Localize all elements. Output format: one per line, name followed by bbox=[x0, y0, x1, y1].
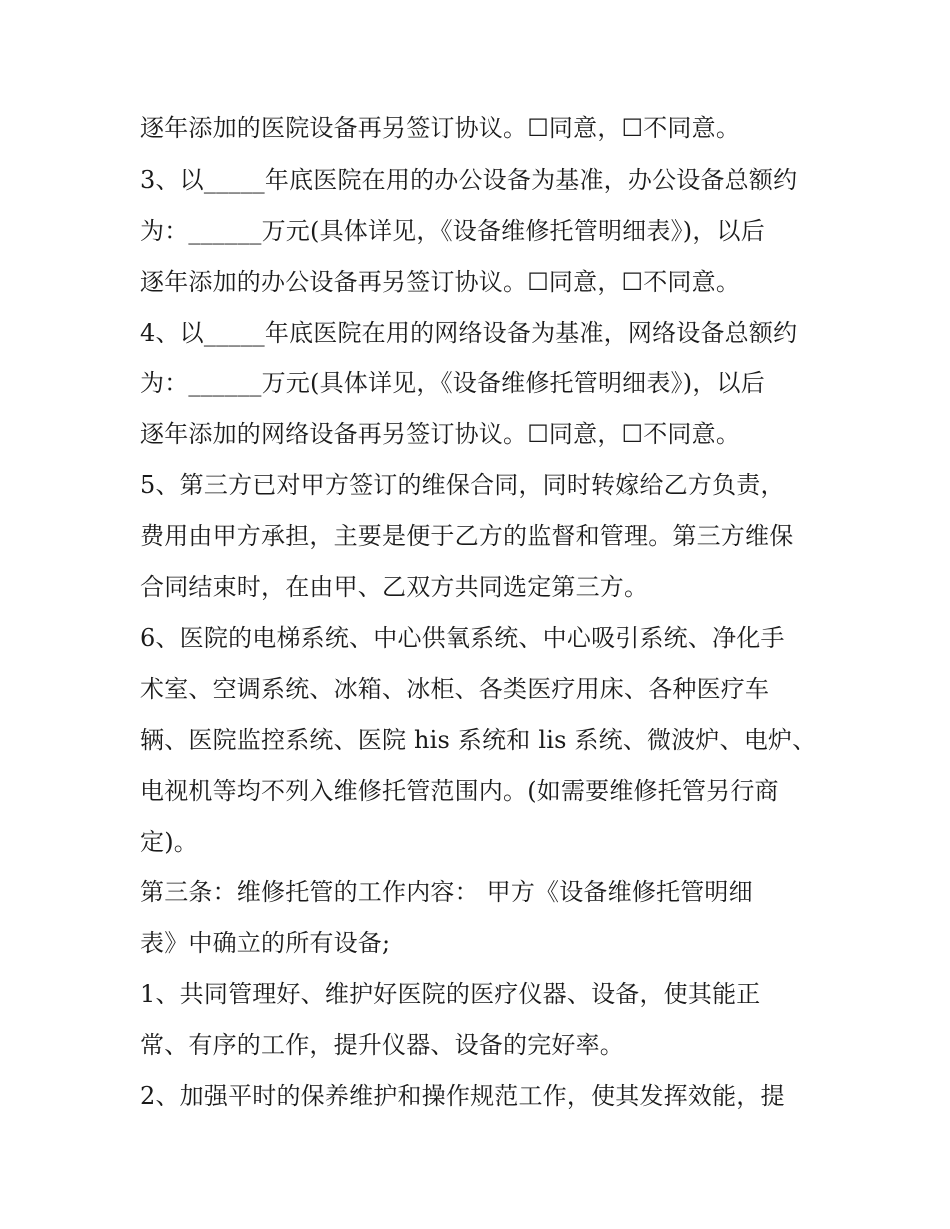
text-line: 为：______万元(具体详见，《设备维修托管明细表》)，以后 bbox=[140, 369, 765, 397]
text-line: 逐年添加的办公设备再另签订协议。☐同意，☐不同意。 bbox=[140, 268, 741, 296]
text-line: 电视机等均不列入维修托管范围内。(如需要维修托管另行商 bbox=[140, 777, 779, 805]
text-line: 费用由甲方承担，主要是便于乙方的监督和管理。第三方维保 bbox=[140, 522, 794, 550]
text-line: 逐年添加的网络设备再另签订协议。☐同意，☐不同意。 bbox=[140, 420, 741, 448]
text-line: 4、以_____年底医院在用的网络设备为基准，网络设备总额约 bbox=[140, 319, 798, 347]
text-line: 逐年添加的医院设备再另签订协议。☐同意，☐不同意。 bbox=[140, 114, 741, 142]
text-line: 术室、空调系统、冰箱、冰柜、各类医疗用床、各种医疗车 bbox=[140, 675, 770, 703]
text-line: 定)。 bbox=[140, 828, 198, 856]
text-line: 5、第三方已对甲方签订的维保合同，同时转嫁给乙方负责， bbox=[140, 471, 785, 499]
text-line: 3、以_____年底医院在用的办公设备为基准，办公设备总额约 bbox=[140, 166, 798, 194]
text-line: 辆、医院监控系统、医院 his 系统和 lis 系统、微波炉、电炉、 bbox=[140, 726, 817, 754]
text-line: 常、有序的工作，提升仪器、设备的完好率。 bbox=[140, 1031, 624, 1059]
text-line: 合同结束时，在由甲、乙双方共同选定第三方。 bbox=[140, 573, 649, 601]
text-line: 表》中确立的所有设备; bbox=[140, 929, 391, 957]
text-line: 2、加强平时的保养维护和操作规范工作，使其发挥效能，提 bbox=[140, 1082, 785, 1110]
text-line: 第三条：维修托管的工作内容： 甲方《设备维修托管明细 bbox=[140, 878, 753, 906]
text-line: 6、医院的电梯系统、中心供氧系统、中心吸引系统、净化手 bbox=[140, 624, 785, 652]
text-line: 1、共同管理好、维护好医院的医疗仪器、设备，使其能正 bbox=[140, 980, 761, 1008]
text-line: 为：______万元(具体详见，《设备维修托管明细表》)，以后 bbox=[140, 217, 765, 245]
